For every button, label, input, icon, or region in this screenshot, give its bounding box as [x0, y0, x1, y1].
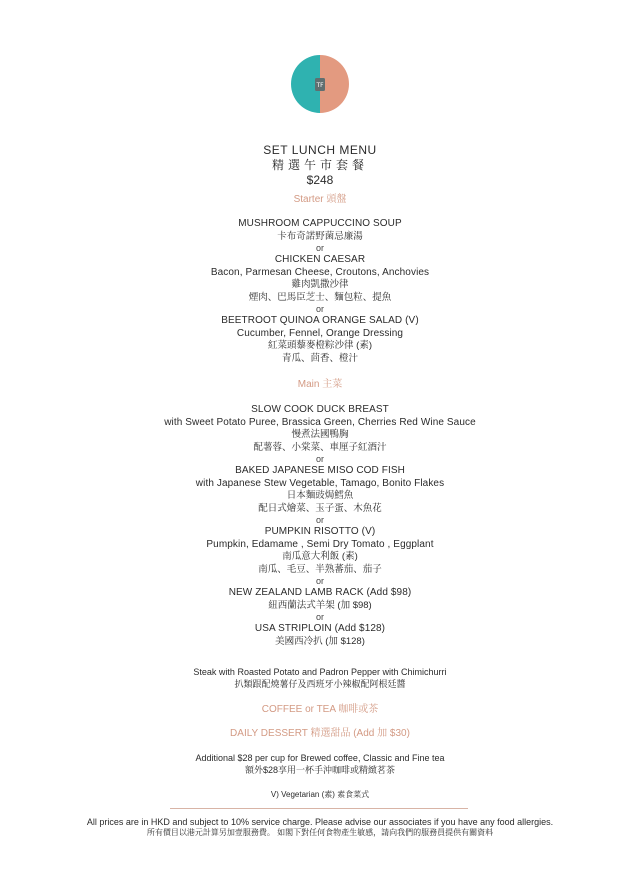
- dish-description-zh: 配日式燴菜、玉子蛋、木魚花: [258, 502, 382, 514]
- dish-name-zh: 雞肉凱撒沙律: [291, 279, 349, 290]
- dish-description: Bacon, Parmesan Cheese, Croutons, Anchovies: [210, 266, 430, 278]
- dish-name: SLOW COOK DUCK BREAST: [251, 404, 389, 415]
- menu-title-zh: 精選午市套餐: [271, 158, 368, 172]
- or-separator: or: [315, 515, 324, 525]
- dish-description-zh: 配薯蓉、小棠菜、車厘子紅酒汁: [253, 441, 387, 453]
- dish-name: CHICKEN CAESAR: [274, 254, 366, 265]
- steak-note-zh: 扒類跟配燒薯仔及西班牙小辣椒配阿根廷醬: [234, 679, 406, 689]
- menu-price: $248: [306, 173, 334, 187]
- dish-description-zh: 青瓜、茴香、橙汁: [281, 352, 358, 364]
- footer-note: All prices are in HKD and subject to 10% service charge. Please advise our associates if you have any food allergies.: [86, 817, 554, 827]
- divider: [170, 808, 468, 809]
- dish-name-zh: 紐西蘭法式羊架 (加 $98): [268, 599, 372, 611]
- dish-name-zh: 慢煮法國鴨胸: [291, 429, 349, 440]
- brand-logo: [289, 53, 351, 115]
- starter-heading: Starter 頭盤: [293, 194, 347, 205]
- dish-name: USA STRIPLOIN (Add $128): [254, 623, 386, 634]
- dish-name-zh: 南瓜意大利飯 (素): [282, 551, 358, 562]
- additional-note-zh: 額外$28享用一杯手沖咖啡或精緻茗茶: [244, 765, 396, 775]
- dish-name: NEW ZEALAND LAMB RACK (Add $98): [228, 587, 412, 598]
- or-separator: or: [315, 612, 324, 622]
- or-separator: or: [315, 243, 324, 253]
- main-heading: Main 主菜: [297, 379, 343, 390]
- dish-description: Cucumber, Fennel, Orange Dressing: [236, 327, 404, 339]
- dish-name-zh: 卡布奇諾野菌忌廉湯: [277, 230, 363, 242]
- dish-name-zh: 紅菜頭藜麥橙粽沙律 (素): [268, 340, 372, 351]
- steak-note: Steak with Roasted Potato and Padron Pepper with Chimichurri: [193, 667, 447, 677]
- dish-description-zh: 南瓜、毛豆、半熟蕃茄、茄子: [258, 563, 382, 575]
- vegetarian-legend: V) Vegetarian (素) 素食菜式: [270, 790, 370, 799]
- coffee-heading: COFFEE or TEA 咖啡或茶: [261, 704, 379, 715]
- or-separator: or: [315, 454, 324, 464]
- dish-description: Pumpkin, Edamame , Semi Dry Tomato , Eggplant: [206, 538, 434, 550]
- dessert-heading: DAILY DESSERT 精選甜品 (Add 加 $30): [230, 728, 410, 739]
- dish-description: with Sweet Potato Puree, Brassica Green, Cherries Red Wine Sauce: [164, 416, 476, 428]
- dish-description-zh: 煙肉、巴馬臣芝士、麵包粒、提魚: [248, 291, 392, 303]
- dish-name: PUMPKIN RISOTTO (V): [264, 526, 376, 537]
- dish-name: BAKED JAPANESE MISO COD FISH: [235, 465, 405, 476]
- dish-name: BEETROOT QUINOA ORANGE SALAD (V): [221, 315, 419, 326]
- footer-note-zh: 所有價目以港元計算另加壹服務費。 如閣下對任何食物產生敏感，請向我們的服務員提供有關資料: [146, 828, 494, 837]
- dish-name: MUSHROOM CAPPUCCINO SOUP: [238, 218, 402, 229]
- menu-title: SET LUNCH MENU: [263, 143, 377, 157]
- additional-note: Additional $28 per cup for Brewed coffee, Classic and Fine tea: [195, 753, 445, 763]
- svg-text:TF: TF: [316, 82, 324, 89]
- or-separator: or: [315, 576, 324, 586]
- dish-name-zh: 美國西冷扒 (加 $128): [275, 635, 365, 647]
- dish-name-zh: 日本麵豉焗鱈魚: [286, 490, 354, 501]
- dish-description: with Japanese Stew Vegetable, Tamago, Bonito Flakes: [195, 477, 445, 489]
- or-separator: or: [315, 304, 324, 314]
